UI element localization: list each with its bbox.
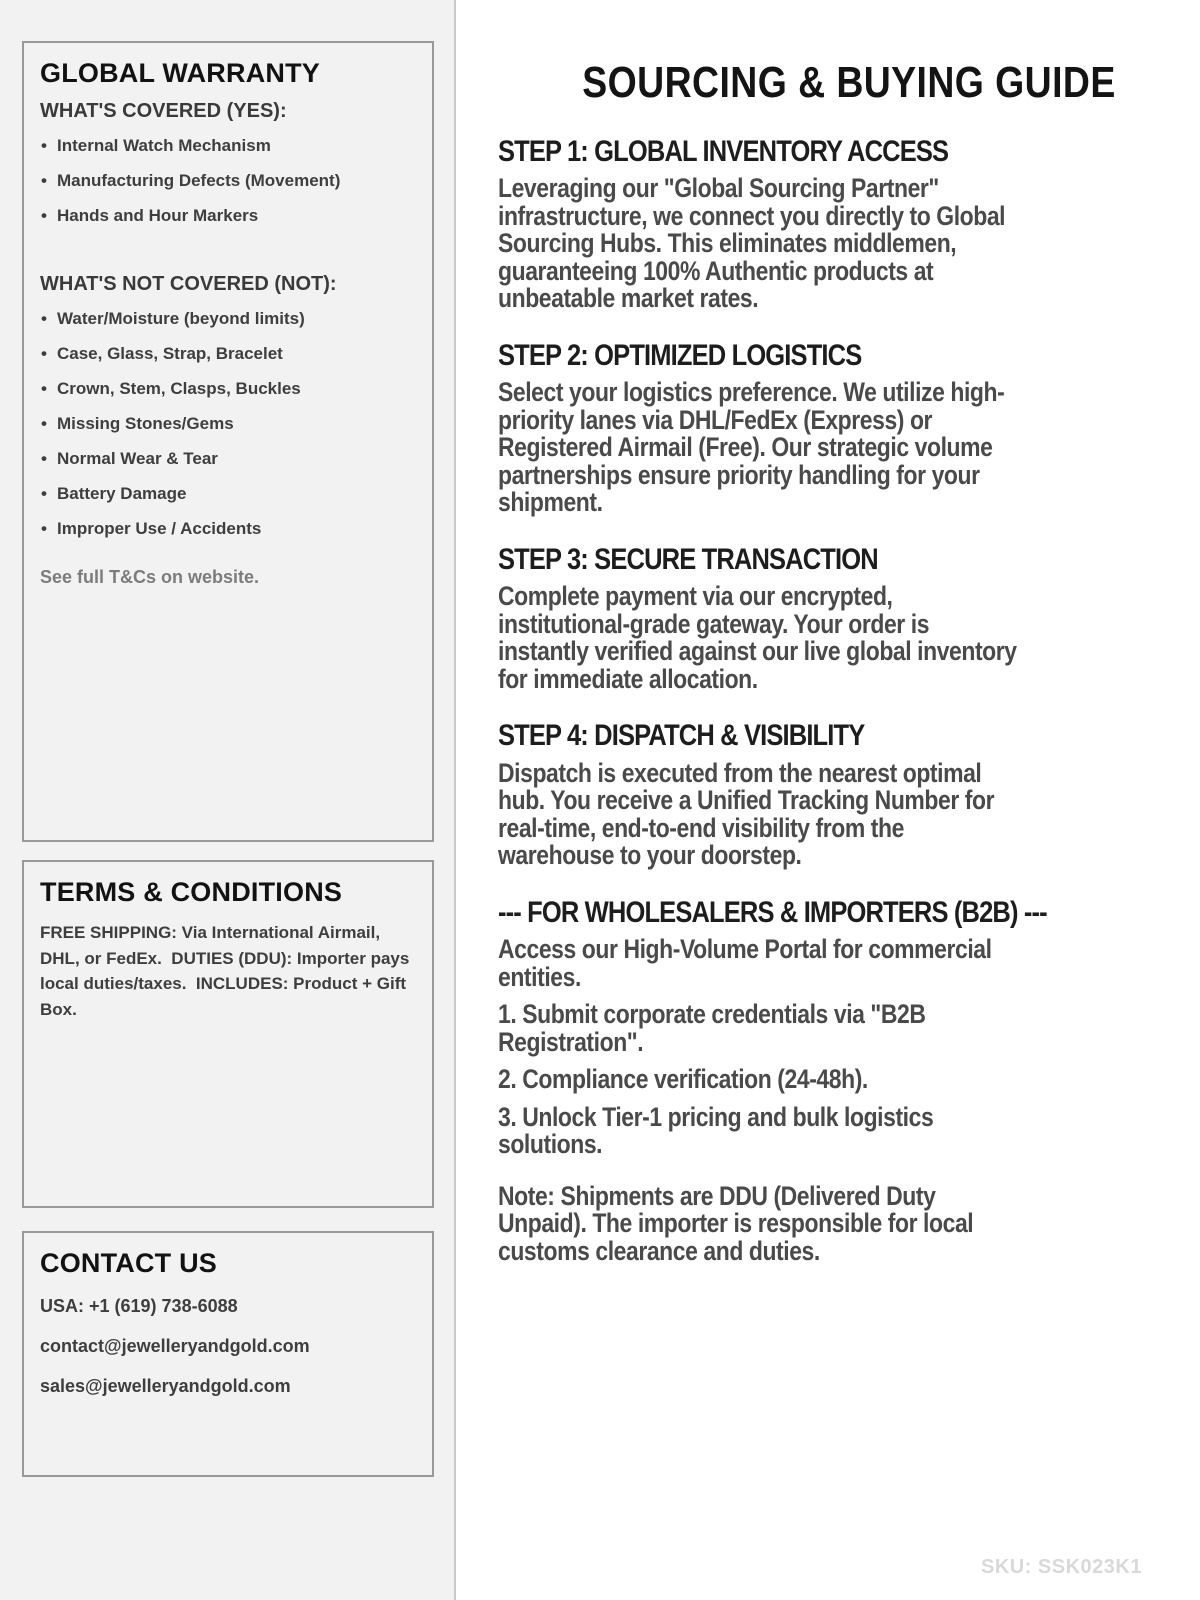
step-3-section	[498, 543, 1200, 694]
warranty-footnote: See full T&Cs on website.	[40, 567, 260, 588]
terms-title: TERMS & CONDITIONS	[40, 877, 343, 907]
not-covered-item: • Improper Use / Accidents	[40, 519, 416, 539]
step-1-body: Leveraging our "Global Sourcing Partner" infrastructure, we connect you directly to Global Sourcing Hubs. This eliminates middlemen, guaranteeing 100% Authentic products at unbeatable market rates.	[498, 173, 1006, 314]
not-covered-list	[40, 309, 416, 539]
warranty-section	[22, 41, 434, 842]
covered-item: • Internal Watch Mechanism	[40, 136, 416, 156]
terms-body: FREE SHIPPING: Via International Airmail, DHL, or FedEx. DUTIES (DDU): Importer pays local duties/taxes. INCLUDES: Product + Gift Box.	[40, 923, 415, 1019]
b2b-item-3: 3. Unlock Tier-1 pricing and bulk logistics solutions.	[498, 1101, 934, 1160]
step-2-section	[498, 339, 1200, 517]
step-1-section	[498, 135, 1200, 313]
page-title: SOURCING & BUYING GUIDE	[582, 58, 1116, 107]
covered-heading: WHAT'S COVERED (YES):	[40, 100, 287, 123]
step-2-heading: STEP 2: OPTIMIZED LOGISTICS	[498, 338, 862, 372]
not-covered-item: • Battery Damage	[40, 484, 416, 504]
contact-section	[22, 1231, 434, 1477]
not-covered-item: • Missing Stones/Gems	[40, 414, 416, 434]
not-covered-item: • Crown, Stem, Clasps, Buckles	[40, 379, 416, 399]
step-4-body: Dispatch is executed from the nearest optimal hub. You receive a Unified Tracking Number for real-time, end-to-end visibility from the warehouse to your doorstep.	[498, 757, 995, 871]
not-covered-item: • Normal Wear & Tear	[40, 449, 416, 469]
step-4-section	[498, 719, 1200, 870]
sidebar	[0, 0, 456, 1600]
guide-body	[498, 58, 1200, 1265]
step-1-heading: STEP 1: GLOBAL INVENTORY ACCESS	[498, 134, 949, 168]
contact-email-primary: contact@jewelleryandgold.com	[40, 1336, 310, 1357]
step-4-heading: STEP 4: DISPATCH & VISIBILITY	[498, 719, 865, 753]
main-content	[456, 0, 1200, 1600]
step-2-body: Select your logistics preference. We utilize high-priority lanes via DHL/FedEx (Express) or Registered Airmail (Free). Our strategic volume partnerships ensure priority handling for your shipment.	[498, 377, 1005, 518]
not-covered-item: • Water/Moisture (beyond limits)	[40, 309, 416, 329]
covered-item: • Hands and Hour Markers	[40, 206, 416, 226]
covered-list	[40, 136, 416, 226]
contact-phone: USA: +1 (619) 738-6088	[40, 1296, 238, 1317]
warranty-title: GLOBAL WARRANTY	[40, 58, 320, 88]
contact-email-sales: sales@jewelleryandgold.com	[40, 1376, 291, 1397]
b2b-item-2: 2. Compliance verification (24-48h).	[498, 1064, 868, 1095]
sku-label: SKU: SSK023K1	[980, 1556, 1142, 1578]
contact-title: CONTACT US	[40, 1248, 217, 1278]
b2b-heading: --- FOR WHOLESALERS & IMPORTERS (B2B) ---	[498, 895, 1047, 929]
not-covered-item: • Case, Glass, Strap, Bracelet	[40, 344, 416, 364]
step-3-body: Complete payment via our encrypted, institutional-grade gateway. Your order is instantly verified against our live global inventory for immediate allocation.	[498, 581, 1017, 694]
b2b-section	[498, 896, 1200, 1266]
b2b-item-1: 1. Submit corporate credentials via "B2B Registration".	[498, 999, 926, 1057]
ddu-note: Note: Shipments are DDU (Delivered Duty Unpaid). The importer is responsible for local customs clearance and duties.	[498, 1180, 974, 1266]
b2b-intro: Access our High-Volume Portal for commercial entities.	[498, 934, 992, 992]
terms-section	[22, 860, 434, 1208]
not-covered-heading: WHAT'S NOT COVERED (NOT):	[40, 273, 337, 296]
step-3-heading: STEP 3: SECURE TRANSACTION	[498, 542, 878, 576]
covered-item: • Manufacturing Defects (Movement)	[40, 171, 416, 191]
